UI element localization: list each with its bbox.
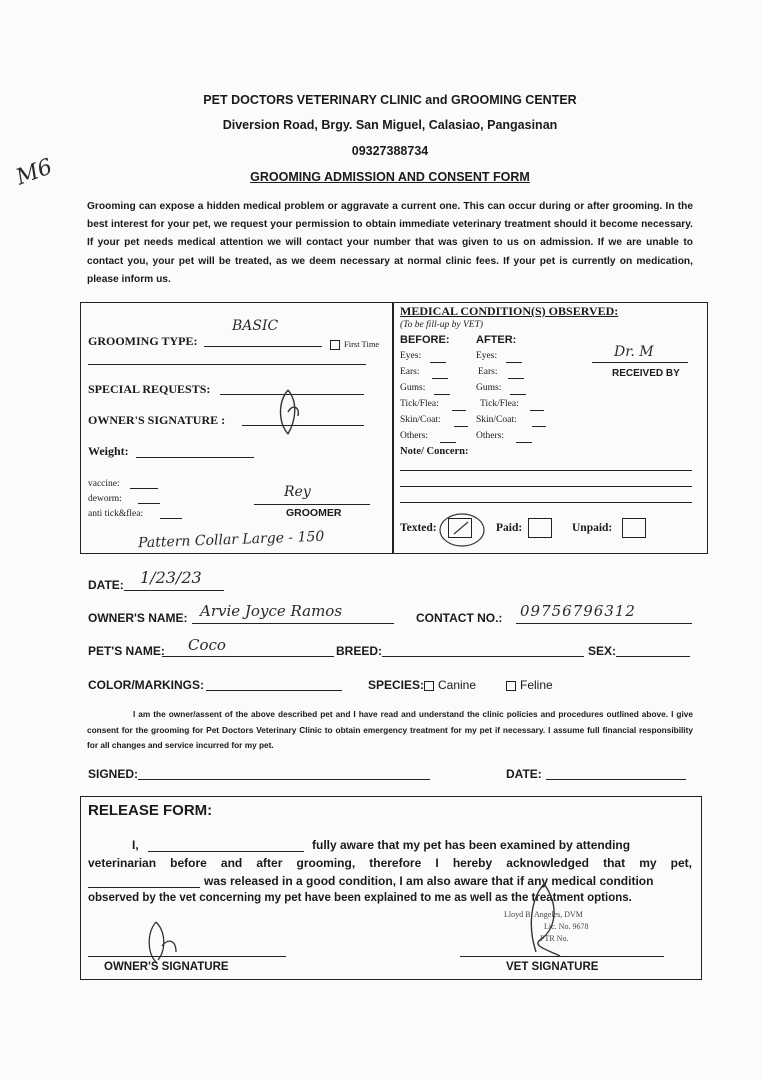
release-line-4: observed by the vet concerning my pet have been explained to me as well as the treatment options. [88,892,632,904]
anti-tick-label: anti tick&flea: [88,509,144,519]
before-ears-line[interactable] [432,378,448,379]
grooming-type-label: GROOMING TYPE: [88,334,198,348]
release-line-1: fully aware that my pet has been examined by attending [312,838,631,852]
sex-label: SEX: [588,644,617,658]
release-i: I, [132,838,139,852]
signed-date-label: DATE: [506,767,542,781]
special-requests-label: SPECIAL REQUESTS: [88,382,211,396]
before-skin-line[interactable] [454,426,468,427]
form-title: GROOMING ADMISSION AND CONSENT FORM [250,170,530,184]
note-line-1[interactable] [400,470,692,471]
date-label: DATE: [88,578,124,592]
grooming-note: Pattern Collar Large - 150 [137,528,325,552]
before-gums: Gums: [400,383,426,393]
after-eyes-line[interactable] [506,362,522,363]
before-others: Others: [400,431,428,441]
intro-text: Grooming can expose a hidden medical problem or aggravate a current one. This can occur during or after grooming. In the best interest for your pet, we request your permission to obtain immediate veterinary treatment should it become necessary. If your pet needs medical attention we will contact your number that was given to us on admission. If we are unable to contact you, your pet will be treated, as we deem necessary at normal clinic fees. If your pet is currently on medication, please inform us. [87,201,693,285]
before-skin: Skin/Coat: [400,415,441,425]
color-markings-label: COLOR/MARKINGS: [88,678,204,692]
clinic-address: Diversion Road, Brgy. San Miguel, Calasiao, Pangasinan [222,118,558,132]
after-skin: Skin/Coat: [476,415,517,425]
breed-label: BREED: [336,644,383,658]
note-line-3[interactable] [400,502,692,503]
after-label: AFTER: [476,334,517,346]
after-others: Others: [476,431,504,441]
texted-label: Texted: [400,522,437,534]
unpaid-label: Unpaid: [572,522,613,534]
unpaid-box[interactable] [622,518,646,538]
date-value: 1/23/23 [140,568,202,587]
groomer-value: Rey [284,484,311,500]
before-tick-line[interactable] [452,410,466,411]
first-time-checkbox[interactable] [330,339,379,350]
owner-release-sig-line[interactable] [88,956,286,957]
feline-checkbox[interactable] [506,681,516,691]
date-line[interactable] [124,590,224,591]
owner-signature-scribble [270,382,330,442]
after-tick: Tick/Flea: [480,399,519,409]
after-ears-line[interactable] [508,378,524,379]
after-ears: Ears: [478,367,498,377]
before-gums-line[interactable] [434,394,450,395]
after-gums-line[interactable] [510,394,526,395]
signed-line[interactable] [138,779,430,780]
grooming-type-line[interactable] [204,346,322,347]
release-name-line[interactable] [148,851,304,852]
sex-line[interactable] [616,656,690,657]
owner-name-value: Arvie Joyce Ramos [200,602,343,620]
breed-line[interactable] [382,656,584,657]
vet-sig-line[interactable] [460,956,664,957]
release-line-2: veterinarian before and after grooming, therefore I hereby acknowledged that my pet, [88,856,692,870]
vet-stamp-line-3: PTR No. [540,934,569,943]
color-markings-line[interactable] [206,690,342,691]
vet-stamp-line-2: Lic. No. 9678 [544,922,589,931]
canine-label: Canine [438,678,477,692]
before-tick: Tick/Flea: [400,399,439,409]
release-line-3: was released in a good condition, I am also aware that if any medical condition [204,874,654,888]
deworm-line[interactable] [138,503,160,504]
after-gums: Gums: [476,383,502,393]
before-ears: Ears: [400,367,420,377]
signed-date-line[interactable] [546,779,686,780]
release-title: RELEASE FORM: [88,802,213,819]
weight-label: Weight: [88,444,129,458]
vaccine-line[interactable] [130,488,158,489]
received-by-value: Dr. M [614,344,654,360]
groomer-label: GROOMER [286,507,342,519]
after-tick-line[interactable] [530,410,544,411]
pet-name-value: Coco [188,636,226,654]
consent-text: I am the owner/assent of the above described pet and I have read and understand the clinic policies and procedures outlined above. I give consent for the grooming for Pet Doctors Veterinary Clinic to obtain emergency treatment for my pet if necessary. I assume full financial responsibility for all changes and service incurred for my pet. [87,709,693,750]
vet-stamp-line-1: Lloyd B. Angeles, DVM [504,910,583,919]
grooming-type-value: BASIC [232,318,279,334]
contact-label: CONTACT NO.: [416,611,503,625]
received-by-line[interactable] [592,362,688,363]
before-eyes-line[interactable] [430,362,446,363]
received-by-label: RECEIVED BY [612,368,680,379]
contact-line[interactable] [516,623,692,624]
owner-name-label: OWNER'S NAME: [88,611,188,625]
margin-note: M6 [12,154,56,191]
medical-subtitle: (To be fill-up by VET) [400,320,484,330]
anti-tick-line[interactable] [160,518,182,519]
after-eyes: Eyes: [476,351,498,361]
canine-option[interactable] [424,678,476,692]
vet-signature-scribble [514,880,574,960]
species-label: SPECIES: [368,678,425,692]
canine-checkbox[interactable] [424,681,434,691]
medical-title: MEDICAL CONDITION(S) OBSERVED: [400,304,619,318]
first-time-label: First Time [344,339,380,349]
vet-sig-label: VET SIGNATURE [506,961,599,973]
texted-circle-mark [434,508,490,552]
owner-release-sig-label: OWNER'S SIGNATURE [104,961,229,973]
groomer-line[interactable] [254,504,370,505]
paid-label: Paid: [496,522,523,534]
owner-release-signature-scribble [142,916,192,966]
first-time-box[interactable] [330,340,340,350]
vaccine-label: vaccine: [88,479,120,489]
grooming-type-line-2[interactable] [88,364,366,365]
release-pet-line[interactable] [88,887,200,888]
after-skin-line[interactable] [532,426,546,427]
before-others-line[interactable] [440,442,456,443]
pet-name-label: PET'S NAME: [88,644,165,658]
contact-value: 09756796312 [520,602,636,620]
weight-line[interactable] [136,457,254,458]
after-others-line[interactable] [516,442,532,443]
pet-name-line[interactable] [162,656,334,657]
paid-box[interactable] [528,518,552,538]
note-line-2[interactable] [400,486,692,487]
clinic-phone: 09327388734 [351,144,429,158]
owner-name-line[interactable] [192,623,394,624]
clinic-name: PET DOCTORS VETERINARY CLINIC and GROOMING CENTER [203,93,577,107]
owner-signature-label: OWNER'S SIGNATURE : [88,413,226,427]
before-label: BEFORE: [400,334,450,346]
before-eyes: Eyes: [400,351,422,361]
feline-option[interactable] [506,678,553,692]
note-concern-label: Note/ Concern: [400,446,469,457]
feline-label: Feline [520,678,553,692]
signed-label: SIGNED: [88,767,139,781]
deworm-label: deworm: [88,494,122,504]
